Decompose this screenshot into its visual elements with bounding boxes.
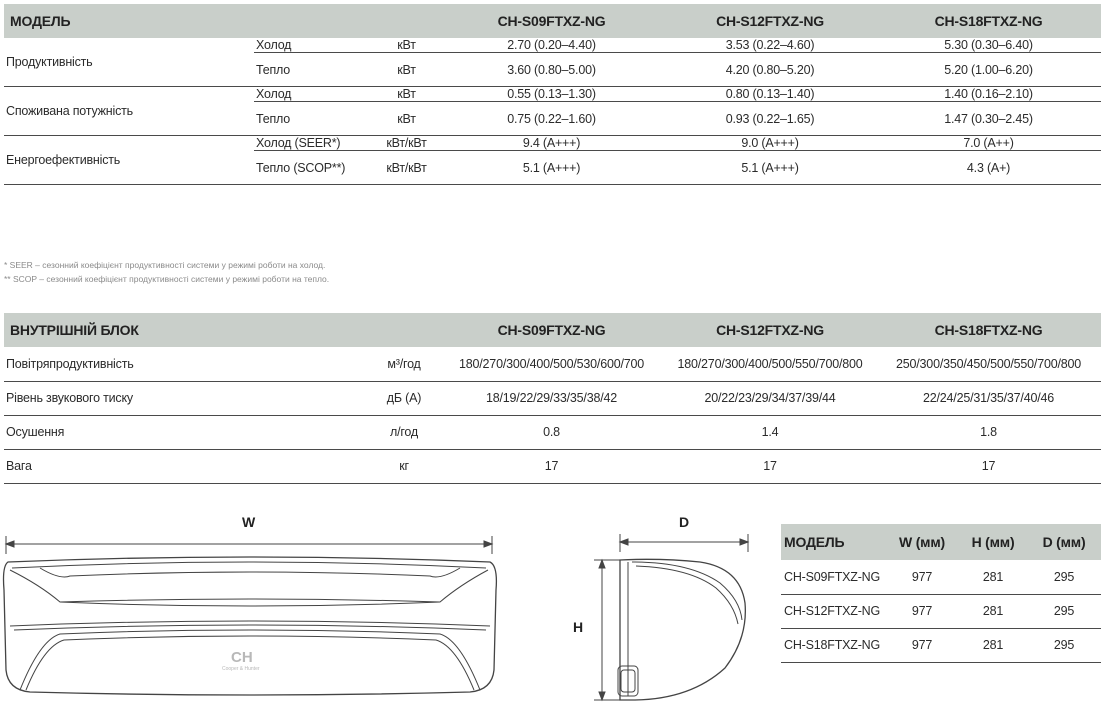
header-model-1: CH-S09FTXZ-NG xyxy=(439,4,664,38)
unit-cell: кВт xyxy=(374,102,439,136)
sub-label: Холод xyxy=(254,38,374,53)
value-cell: 4.20 (0.80–5.20) xyxy=(664,53,876,87)
indoor-unit-table xyxy=(4,313,1101,484)
depth-label: D xyxy=(679,514,690,530)
value-cell: 0.80 (0.13–1.40) xyxy=(664,87,876,102)
header-model: МОДЕЛЬ xyxy=(4,4,439,38)
value-cell: 977 xyxy=(885,594,959,628)
value-cell: 180/270/300/400/500/530/600/700 xyxy=(439,347,664,381)
value-cell: 295 xyxy=(1027,594,1101,628)
header-height: H (мм) xyxy=(959,524,1027,560)
value-cell: 295 xyxy=(1027,628,1101,662)
value-cell: 5.20 (1.00–6.20) xyxy=(876,53,1101,87)
value-cell: 17 xyxy=(876,449,1101,483)
model-cell: CH-S09FTXZ-NG xyxy=(781,560,885,594)
group-label: Споживана потужність xyxy=(4,87,254,136)
unit-cell: л/год xyxy=(369,415,439,449)
value-cell: 7.0 (A++) xyxy=(876,136,1101,151)
value-cell: 281 xyxy=(959,594,1027,628)
footnote-scop: ** SCOP – сезонний коефіцієнт продуктивності системи у режимі роботи на тепло. xyxy=(4,274,330,284)
header-model-3: CH-S18FTXZ-NG xyxy=(876,4,1101,38)
value-cell: 17 xyxy=(439,449,664,483)
table-header-row xyxy=(4,4,1101,38)
value-cell: 4.3 (A+) xyxy=(876,151,1101,185)
value-cell: 977 xyxy=(885,560,959,594)
unit-cell: кг xyxy=(369,449,439,483)
table-row xyxy=(4,87,1101,102)
table-header-row xyxy=(4,313,1101,347)
value-cell: 1.40 (0.16–2.10) xyxy=(876,87,1101,102)
value-cell: 0.55 (0.13–1.30) xyxy=(439,87,664,102)
row-label: Осушення xyxy=(4,415,369,449)
value-cell: 250/300/350/450/500/550/700/800 xyxy=(876,347,1101,381)
group-label: Продуктивність xyxy=(4,38,254,87)
group-label: Енергоефективність xyxy=(4,136,254,185)
value-cell: 0.93 (0.22–1.65) xyxy=(664,102,876,136)
unit-cell: кВт/кВт xyxy=(374,151,439,185)
value-cell: 5.1 (A+++) xyxy=(664,151,876,185)
height-label: H xyxy=(573,619,584,635)
unit-cell: м³/год xyxy=(369,347,439,381)
value-cell: 0.75 (0.22–1.60) xyxy=(439,102,664,136)
table-header-row xyxy=(781,524,1101,560)
value-cell: 281 xyxy=(959,628,1027,662)
value-cell: 9.0 (A+++) xyxy=(664,136,876,151)
header-width: W (мм) xyxy=(885,524,959,560)
dimensions-table xyxy=(781,524,1101,663)
unit-cell: кВт xyxy=(374,38,439,53)
table-row xyxy=(4,415,1101,449)
value-cell: 20/22/23/29/34/37/39/44 xyxy=(664,381,876,415)
footnote-seer: * SEER – сезонний коефіцієнт продуктивності системи у режимі роботи на холод. xyxy=(4,260,326,270)
sub-label: Тепло xyxy=(254,53,374,87)
model-cell: CH-S12FTXZ-NG xyxy=(781,594,885,628)
header-model-2: CH-S12FTXZ-NG xyxy=(664,4,876,38)
sub-label: Холод xyxy=(254,87,374,102)
value-cell: 0.8 xyxy=(439,415,664,449)
header-depth: D (мм) xyxy=(1027,524,1101,560)
footnotes xyxy=(4,258,329,286)
value-cell: 17 xyxy=(664,449,876,483)
sub-label: Тепло xyxy=(254,102,374,136)
indoor-unit-side-drawing xyxy=(590,528,760,708)
table-row xyxy=(4,347,1101,381)
row-label: Повітряпродуктивність xyxy=(4,347,369,381)
value-cell: 1.47 (0.30–2.45) xyxy=(876,102,1101,136)
brand-logo: CH xyxy=(231,649,253,666)
value-cell: 5.1 (A+++) xyxy=(439,151,664,185)
value-cell: 1.4 xyxy=(664,415,876,449)
sub-label: Холод (SEER*) xyxy=(254,136,374,151)
header-model: МОДЕЛЬ xyxy=(781,524,885,560)
value-cell: 281 xyxy=(959,560,1027,594)
value-cell: 18/19/22/29/33/35/38/42 xyxy=(439,381,664,415)
table-row xyxy=(4,38,1101,53)
value-cell: 180/270/300/400/500/550/700/800 xyxy=(664,347,876,381)
width-label: W xyxy=(242,514,256,530)
table-row xyxy=(781,594,1101,628)
value-cell: 22/24/25/31/35/37/40/46 xyxy=(876,381,1101,415)
unit-cell: кВт xyxy=(374,87,439,102)
table-row xyxy=(4,381,1101,415)
header-model-1: CH-S09FTXZ-NG xyxy=(439,313,664,347)
unit-cell: кВт xyxy=(374,53,439,87)
indoor-unit-front-drawing xyxy=(0,530,500,700)
value-cell: 9.4 (A+++) xyxy=(439,136,664,151)
value-cell: 2.70 (0.20–4.40) xyxy=(439,38,664,53)
model-cell: CH-S18FTXZ-NG xyxy=(781,628,885,662)
performance-spec-table xyxy=(4,4,1101,185)
value-cell: 295 xyxy=(1027,560,1101,594)
table-row xyxy=(781,628,1101,662)
row-label: Вага xyxy=(4,449,369,483)
header-model-3: CH-S18FTXZ-NG xyxy=(876,313,1101,347)
value-cell: 3.53 (0.22–4.60) xyxy=(664,38,876,53)
unit-cell: дБ (А) xyxy=(369,381,439,415)
value-cell: 977 xyxy=(885,628,959,662)
header-model-2: CH-S12FTXZ-NG xyxy=(664,313,876,347)
table-row xyxy=(781,560,1101,594)
row-label: Рівень звукового тиску xyxy=(4,381,369,415)
brand-logo-subtext: Cooper & Hunter xyxy=(222,666,260,672)
value-cell: 3.60 (0.80–5.00) xyxy=(439,53,664,87)
sub-label: Тепло (SCOP**) xyxy=(254,151,374,185)
value-cell: 1.8 xyxy=(876,415,1101,449)
header-indoor-unit: ВНУТРІШНІЙ БЛОК xyxy=(4,313,439,347)
value-cell: 5.30 (0.30–6.40) xyxy=(876,38,1101,53)
table-row xyxy=(4,136,1101,151)
unit-cell: кВт/кВт xyxy=(374,136,439,151)
table-row xyxy=(4,449,1101,483)
